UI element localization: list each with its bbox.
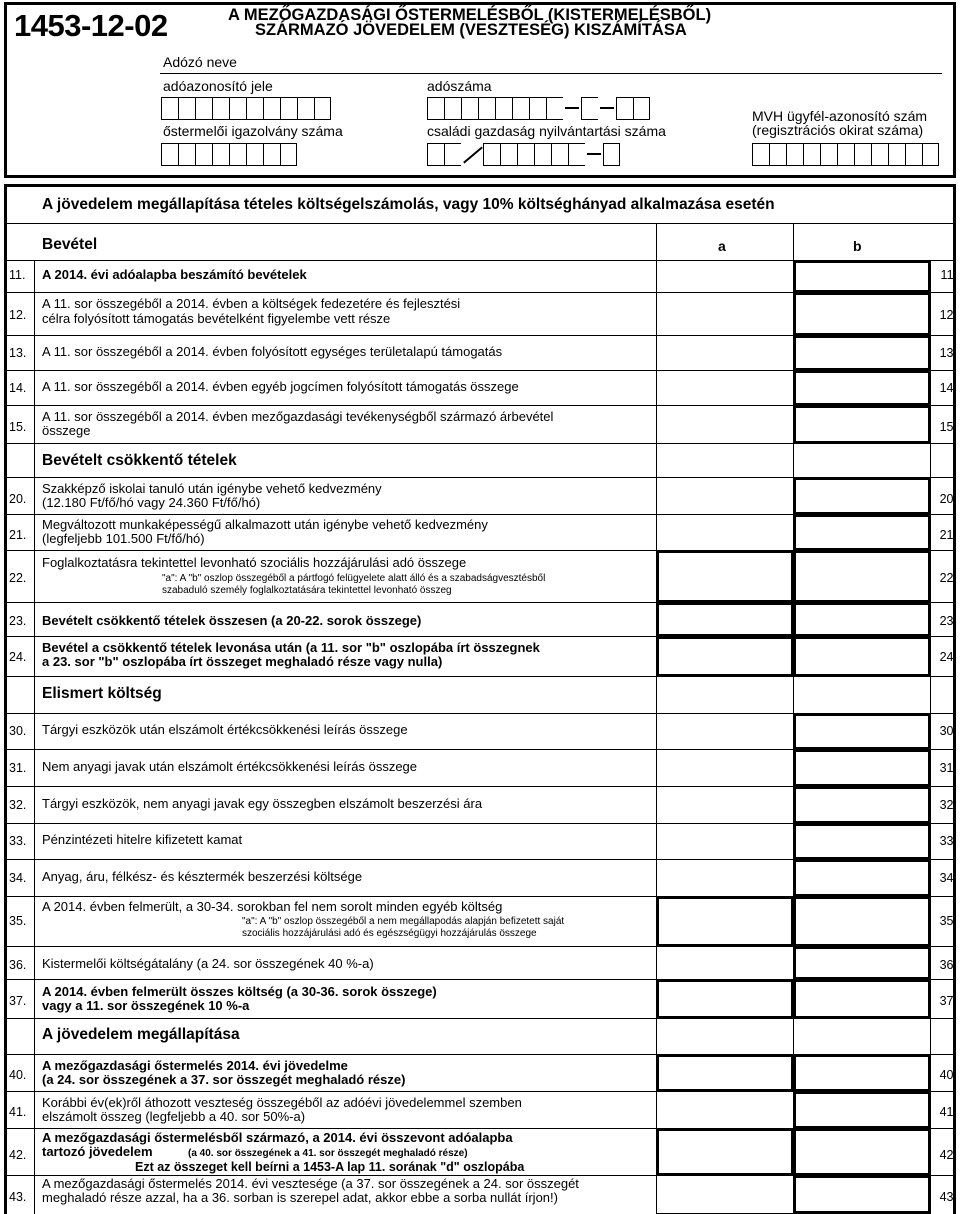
row-label: Bevétel a csökkentő tételek levonása után (a 11. sor "b" oszlopába írt összegnek <box>42 640 540 655</box>
row-label: tartozó jövedelem <box>42 1144 153 1159</box>
section-title: A jövedelem megállapítása tételes költségelszámolás, vagy 10% költséghányad alkalmazása esetén <box>42 196 775 213</box>
row-label: A 11. sor összegéből a 2014. évben egyéb jogcímen folyósított támogatás összege <box>42 379 519 394</box>
row-number-right: 24. <box>939 650 957 664</box>
input-30-b[interactable] <box>793 713 931 750</box>
row-label: A mezőgazdasági őstermelésből származó, a 2014. évi összevont adóalapba <box>42 1130 513 1145</box>
column-a-label: a <box>718 238 726 254</box>
row-note: "a": A "b" oszlop összegéből a nem megállapodás alapján befizetett saját <box>242 916 565 927</box>
row-label: a 23. sor "b" oszlopába írt összeget meghaladó része vagy nulla) <box>42 654 443 669</box>
row-label: Pénzintézeti hitelre kifizetett kamat <box>42 832 243 847</box>
row-number: 33. <box>9 834 27 848</box>
input-33-a[interactable] <box>656 823 794 860</box>
row-number: 21. <box>9 528 27 542</box>
row-number: 43. <box>9 1190 27 1204</box>
input-23-b[interactable] <box>793 602 931 637</box>
row-number-right: 33. <box>939 834 957 848</box>
row-number: 34. <box>9 871 27 885</box>
row-number: 22. <box>9 571 27 585</box>
input-12-b[interactable] <box>793 292 931 336</box>
input-24-b[interactable] <box>793 636 931 677</box>
input-37-b[interactable] <box>793 979 931 1019</box>
row-label: A 2014. évben felmerült összes költség (a 30-36. sorok összege) <box>42 984 437 999</box>
row-note: (a 40. sor összegének a 41. sor összegét meghaladó része) <box>188 1148 468 1159</box>
input-11-a[interactable] <box>656 260 794 293</box>
producer-card-label: őstermelői igazolvány száma <box>163 123 343 139</box>
input-23-a[interactable] <box>656 602 794 637</box>
row-number: 24. <box>9 650 27 664</box>
row-number: 14. <box>9 381 27 395</box>
row-number-right: 15. <box>939 420 957 434</box>
input-43-a[interactable] <box>656 1175 794 1214</box>
row-number-right: 23. <box>939 614 957 628</box>
row-label: (a 24. sor összegének a 37. sor összegét meghaladó része) <box>42 1072 406 1087</box>
row-instruction: Ezt az összeget kell beírni a 1453-A lap 11. sorának "d" oszlopába <box>135 1160 525 1174</box>
input-13-a[interactable] <box>656 335 794 371</box>
row-number: 13. <box>9 346 27 360</box>
input-34-a[interactable] <box>656 859 794 897</box>
row-label: A mezőgazdasági őstermelés 2014. évi vesztesége (a 37. sor összegének a 24. sor összegét <box>42 1176 579 1191</box>
input-24-a[interactable] <box>656 636 794 677</box>
input-21-b[interactable] <box>793 514 931 551</box>
row-number-right: 34. <box>939 871 957 885</box>
revenue-heading: Bevétel <box>42 236 98 253</box>
column-divider-left <box>34 260 35 1214</box>
column-b-label: b <box>853 238 862 254</box>
input-37-a[interactable] <box>656 979 794 1019</box>
input-36-b[interactable] <box>793 946 931 980</box>
input-34-b[interactable] <box>793 859 931 897</box>
row-number: 31. <box>9 761 27 775</box>
input-32-a[interactable] <box>656 786 794 824</box>
input-33-b[interactable] <box>793 823 931 860</box>
row-label: (12.180 Ft/fő/hó vagy 24.360 Ft/fő/hó) <box>42 495 261 510</box>
input-43-b[interactable] <box>793 1175 931 1214</box>
row-number-right: 42. <box>939 1148 957 1162</box>
input-32-b[interactable] <box>793 786 931 824</box>
input-30-a[interactable] <box>656 713 794 750</box>
input-14-a[interactable] <box>656 370 794 406</box>
row-number-right: 14. <box>939 381 957 395</box>
input-22-b[interactable] <box>793 550 931 603</box>
row-label: Tárgyi eszközök után elszámolt értékcsökkenési leírás összege <box>42 722 408 737</box>
input-12-a[interactable] <box>656 292 794 336</box>
taxpayer-name-label: Adózó neve <box>163 54 237 70</box>
row-number: 35. <box>9 914 27 928</box>
input-35-a[interactable] <box>656 896 794 947</box>
row-label: A 2014. évi adóalapba beszámító bevételek <box>42 267 307 282</box>
row-number: 36. <box>9 958 27 972</box>
row-label: elszámolt összeg (legfeljebb a 40. sor 50%-a) <box>42 1109 306 1124</box>
row-note: "a": A "b" oszlop összegéből a pártfogó felügyelete alatt álló és a szabadságvesztésből <box>162 573 546 584</box>
row-number: 37. <box>9 994 27 1008</box>
row-number-right: 13. <box>939 346 957 360</box>
mvh-label-line1: MVH ügyfél-azonosító szám <box>752 108 928 124</box>
row-label: Nem anyagi javak után elszámolt értékcsökkenési leírás összege <box>42 759 418 774</box>
row-number-right: 37. <box>939 994 957 1008</box>
input-22-a[interactable] <box>656 550 794 603</box>
row-number-right: 35. <box>939 914 957 928</box>
row-label: Anyag, áru, félkész- és késztermék beszerzési költsége <box>42 869 363 884</box>
row-label: célra folyósított támogatás bevételként figyelembe vett része <box>42 311 391 326</box>
row-number-right: 12. <box>939 308 957 322</box>
input-42-a[interactable] <box>656 1128 794 1176</box>
row-number: 30. <box>9 724 27 738</box>
input-15-b[interactable] <box>793 405 931 444</box>
row-label: A mezőgazdasági őstermelés 2014. évi jövedelme <box>42 1058 348 1073</box>
input-41-b[interactable] <box>793 1091 931 1129</box>
row-label: A 11. sor összegéből a 2014. évben folyósított egységes területalapú támogatás <box>42 344 503 359</box>
input-41-a[interactable] <box>656 1091 794 1129</box>
input-20-b[interactable] <box>793 477 931 515</box>
row-number-right: 20. <box>939 492 957 506</box>
row-label: A 2014. évben felmerült, a 30-34. sorokban fel nem sorolt minden egyéb költség <box>42 899 503 914</box>
row-note: szociális hozzájárulási adó és egészségügyi hozzájárulás összege <box>242 928 537 939</box>
row-number-right: 32. <box>939 798 957 812</box>
section-title-divider <box>7 223 953 224</box>
mvh-label-line2: (regisztrációs okirat száma) <box>752 122 924 138</box>
input-14-b[interactable] <box>793 370 931 406</box>
row-number: 11. <box>9 268 26 282</box>
input-31-b[interactable] <box>793 749 931 787</box>
row-note: szabaduló személy foglalkoztatására tekintettel levonható összeg <box>162 585 452 596</box>
row-number-right: 43. <box>939 1190 957 1204</box>
row-number: 23. <box>9 614 27 628</box>
tax-id-field[interactable] <box>161 97 331 120</box>
input-20-a[interactable] <box>656 477 794 515</box>
producer-card-field[interactable] <box>161 143 297 166</box>
row-number: 12. <box>9 308 27 322</box>
taxpayer-name-field[interactable] <box>160 73 942 74</box>
input-31-a[interactable] <box>656 749 794 787</box>
row-label: vagy a 11. sor összegének 10 %-a <box>42 998 250 1013</box>
row-label: A 11. sor összegéből a 2014. évben a költségek fedezetére és fejlesztési <box>42 296 461 311</box>
row-label: (legfeljebb 101.500 Ft/fő/hó) <box>42 531 205 546</box>
row-number-right: 21. <box>939 528 957 542</box>
row-number-right: 30. <box>939 724 957 738</box>
tax-id-label: adóazonosító jele <box>163 78 273 94</box>
tax-number-label: adószáma <box>427 78 492 94</box>
input-42-b[interactable] <box>793 1128 931 1176</box>
row-label: Kistermelői költségátalány (a 24. sor összegének 40 %-a) <box>42 956 374 971</box>
input-36-a[interactable] <box>656 946 794 980</box>
row-number-right: 40. <box>939 1068 957 1082</box>
input-21-a[interactable] <box>656 514 794 551</box>
costs-heading: Elismert költség <box>42 685 162 702</box>
form-title-line2: SZÁRMAZÓ JÖVEDELEM (VESZTESÉG) KISZÁMÍTÁSA <box>255 21 687 39</box>
family-farm-label: családi gazdaság nyilvántartási száma <box>427 123 666 139</box>
row-label: összege <box>42 423 91 438</box>
form-title-line1: A MEZŐGAZDASÁGI ŐSTERMELÉSBŐL (KISTERMELÉSBŐL) <box>228 6 712 24</box>
input-13-b[interactable] <box>793 335 931 371</box>
row-number-right: 41. <box>939 1105 957 1119</box>
row-number-right: 36. <box>939 958 957 972</box>
row-number: 41. <box>9 1105 27 1119</box>
form-code: 1453-12-02 <box>14 8 168 43</box>
reductions-heading: Bevételt csökkentő tételek <box>42 452 237 469</box>
row-label: Korábbi év(ek)ről áthozott veszteség összegéből az adóévi jövedelemmel szemben <box>42 1095 522 1110</box>
row-number: 42. <box>9 1148 27 1162</box>
tax-number-field[interactable] <box>427 97 650 120</box>
row-number: 32. <box>9 798 27 812</box>
income-heading: A jövedelem megállapítása <box>42 1026 240 1043</box>
row-label: A 11. sor összegéből a 2014. évben mezőgazdasági tevékenységből származó árbevétel <box>42 409 554 424</box>
row-number: 15. <box>9 420 27 434</box>
family-farm-field[interactable] <box>427 143 620 166</box>
mvh-id-field[interactable] <box>752 143 939 166</box>
row-number: 20. <box>9 492 27 506</box>
row-label: Foglalkoztatásra tekintettel levonható szociális hozzájárulási adó összege <box>42 555 467 570</box>
row-label: Megváltozott munkaképességű alkalmazott után igénybe vehető kedvezmény <box>42 517 488 532</box>
row-label: Szakképző iskolai tanuló után igénybe vehető kedvezmény <box>42 481 382 496</box>
row-label: Bevételt csökkentő tételek összesen (a 20-22. sorok összege) <box>42 613 422 628</box>
input-40-b[interactable] <box>793 1054 931 1092</box>
row-number-right: 11. <box>940 268 957 282</box>
input-15-a[interactable] <box>656 405 794 444</box>
row-number-right: 31. <box>939 761 957 775</box>
row-label: meghaladó része azzal, ha a 36. sorban is szerepel adat, akkor ebbe a sorba nullát írjon!) <box>42 1190 558 1205</box>
row-number: 40. <box>9 1068 27 1082</box>
input-40-a[interactable] <box>656 1054 794 1092</box>
input-11-b[interactable] <box>793 260 931 293</box>
row-label: Tárgyi eszközök, nem anyagi javak egy összegben elszámolt beszerzési ára <box>42 796 483 811</box>
input-35-b[interactable] <box>793 896 931 947</box>
row-number-right: 22. <box>939 571 957 585</box>
